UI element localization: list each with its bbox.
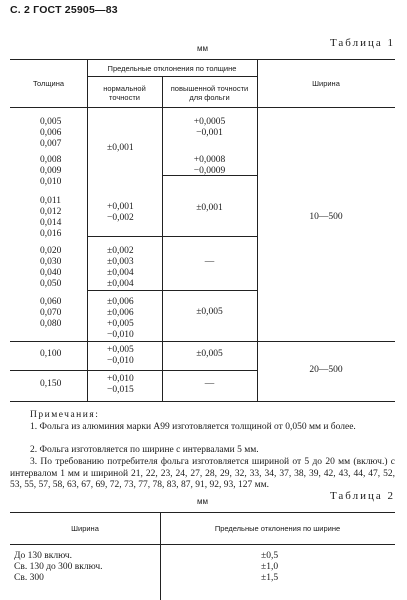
normal-deviation-cell: ±0,001	[107, 143, 134, 153]
width-header: Ширина	[71, 524, 99, 533]
normal-deviation-cell: +0,005 −0,010	[107, 345, 134, 366]
normal-precision-header: нормальной точности	[103, 84, 146, 102]
note-item: 1. Фольга из алюминия марки А99 изготовляется толщиной от 0,050 мм и более.	[30, 422, 356, 432]
thickness-cell: 0,150	[40, 379, 62, 389]
page-header: С. 2 ГОСТ 25905—83	[10, 4, 118, 16]
increased-deviation-cell: ±0,001	[196, 203, 223, 213]
table-row-width: Св. 130 до 300 включ.	[14, 562, 103, 572]
increased-deviation-cell: —	[204, 257, 215, 267]
normal-deviation-cell: ±0,006 ±0,006 +0,005 −0,010	[107, 297, 134, 340]
table1-unit: мм	[197, 44, 208, 53]
thickness-cell: 0,020 0,030 0,040 0,050	[40, 246, 62, 289]
table1-title: Таблица 1	[329, 37, 395, 49]
increased-deviation-cell: ±0,005	[196, 307, 223, 317]
thickness-cell: 0,100	[40, 349, 62, 359]
table2-unit: мм	[197, 497, 208, 506]
thickness-header: Толщина	[32, 79, 65, 88]
width-cell: 20—500	[309, 365, 343, 375]
thickness-cell: 0,060 0,070 0,080	[40, 297, 62, 329]
width-header: Ширина	[312, 79, 340, 88]
table2-title: Таблица 2	[329, 490, 395, 502]
notes-title: Примечания:	[30, 410, 100, 420]
normal-deviation-cell: +0,001 −0,002	[107, 202, 134, 223]
increased-precision-header: повышенной точности для фольги	[170, 84, 249, 102]
normal-deviation-cell: +0,010 −0,015	[107, 374, 134, 395]
deviation-header: Предельные отклонения по ширине	[214, 524, 341, 533]
note-item: 2. Фольга изготовляется по ширине с интервалами 5 мм.	[30, 445, 259, 455]
thickness-cell: 0,011 0,012 0,014 0,016	[40, 196, 62, 239]
note-item: 3. По требованию потребителя фольга изготовляется шириной от 5 до 20 мм (включ.) с интервалом 1 мм и шириной 21, 22, 23, 24, 27, 28, 29, 32, 33, 34, 37, 38, 39, 42, 43, 44, 47, 52, 53, 55, 57, 58, 63, 67, 69, 72, 73, 77, 78, 83, 87, 91, 92, 93, 127 мм.	[10, 457, 395, 490]
width-cell: 10—500	[309, 212, 343, 222]
table-row-deviation: ±0,5	[261, 551, 279, 561]
table-row-deviation: ±1,0	[261, 562, 279, 572]
table-row-width: Св. 300	[14, 573, 44, 583]
table-row-deviation: ±1,5	[261, 573, 279, 583]
increased-deviation-cell: ±0,005	[196, 349, 223, 359]
normal-deviation-cell: ±0,002 ±0,003 ±0,004 ±0,004	[107, 246, 134, 289]
increased-deviation-cell: +0,0008 −0,0009	[193, 155, 226, 176]
table-row-width: До 130 включ.	[14, 551, 72, 561]
thickness-cell: 0,008 0,009 0,010	[40, 155, 62, 187]
thickness-cell: 0,005 0,006 0,007	[40, 117, 62, 149]
deviations-header: Предельные отклонения по толщине	[107, 64, 237, 73]
increased-deviation-cell: —	[204, 379, 215, 389]
increased-deviation-cell: +0,0005 −0,001	[193, 117, 226, 138]
